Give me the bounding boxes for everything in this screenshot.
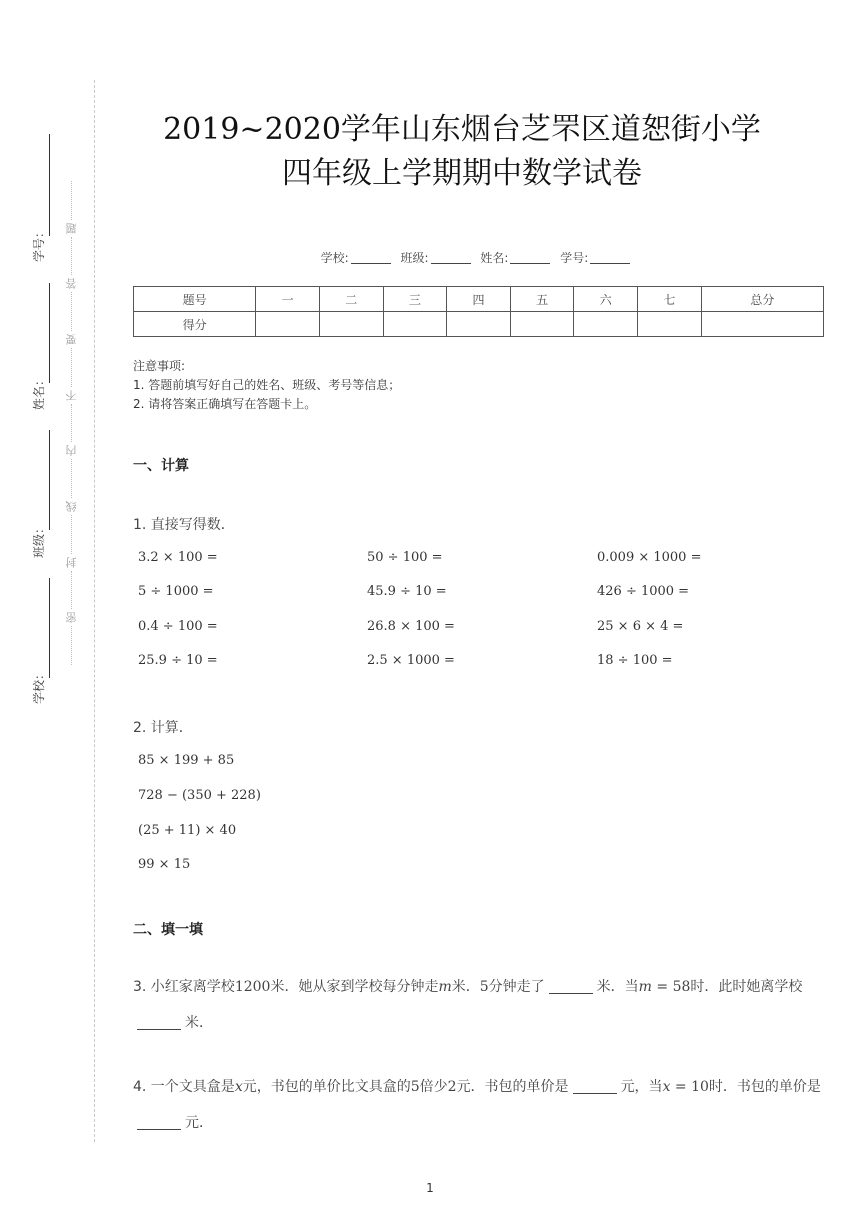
q3-text: 3. 小红家离学校 bbox=[133, 979, 235, 995]
q3-text: 米．她从家到学校每分钟走 bbox=[270, 979, 439, 995]
score-cell[interactable] bbox=[383, 312, 447, 337]
binding-line-class bbox=[49, 430, 50, 530]
seal-char: 答 bbox=[64, 278, 78, 290]
q1-item: 26.8 × 100 = bbox=[367, 619, 455, 634]
q1-item: 2.5 × 1000 = bbox=[367, 653, 455, 668]
score-table-header-row bbox=[134, 287, 824, 312]
q3-variable: m bbox=[638, 979, 652, 995]
notice-block bbox=[133, 357, 400, 414]
q3-text: 米． bbox=[185, 1015, 213, 1031]
q3-variable: m bbox=[438, 979, 452, 995]
q2-item: 728 − (350 + 228) bbox=[138, 788, 261, 803]
q3-text: 分钟走了 bbox=[488, 979, 545, 995]
q1-item: 0.009 × 1000 = bbox=[597, 550, 702, 565]
q4-text: 元． bbox=[185, 1115, 213, 1131]
seal-char: 密 bbox=[64, 612, 78, 624]
question-1-title: 1. 直接写得数． bbox=[133, 517, 235, 533]
seal-char: 不 bbox=[64, 389, 78, 401]
seal-char: 要 bbox=[64, 334, 78, 346]
q4-text: 时．书包的单价是 bbox=[708, 1079, 821, 1095]
score-header-cell: 七 bbox=[638, 287, 702, 312]
student-info-row bbox=[133, 249, 824, 266]
score-cell[interactable] bbox=[256, 312, 320, 337]
question-2-title: 2. 计算． bbox=[133, 720, 193, 736]
seal-char: 内 bbox=[64, 445, 78, 457]
q3-text: 时．此时她离学校 bbox=[690, 979, 803, 995]
seal-char: 封 bbox=[64, 556, 78, 568]
q4-math: 5 bbox=[410, 1079, 420, 1095]
q4-text: 4. 一个文具盒是 bbox=[133, 1079, 235, 1095]
seal-dots bbox=[71, 181, 72, 220]
seal-char: 线 bbox=[64, 501, 78, 513]
score-header-cell: 四 bbox=[447, 287, 511, 312]
page-title-line1: 2019~2020学年山东烟台芝罘区道恕街小学 bbox=[163, 112, 761, 147]
binding-label-name: 姓名： bbox=[32, 373, 46, 410]
q3-math: 5 bbox=[479, 979, 489, 995]
q2-item: 85 × 199 + 85 bbox=[138, 753, 235, 768]
score-header-cell: 一 bbox=[256, 287, 320, 312]
q4-answer-blank-1[interactable] bbox=[573, 1093, 617, 1094]
q1-item: 25 × 6 × 4 = bbox=[597, 619, 684, 634]
score-header-cell: 题号 bbox=[134, 287, 256, 312]
q4-variable: x bbox=[234, 1079, 243, 1095]
score-cell[interactable] bbox=[319, 312, 383, 337]
score-cell[interactable] bbox=[574, 312, 638, 337]
q4-text: 倍少 bbox=[419, 1079, 448, 1095]
q4-text: 元，书包的单价比文具盒的 bbox=[242, 1079, 411, 1095]
seal-dots bbox=[71, 571, 72, 610]
info-school-label: 学校: bbox=[320, 251, 349, 265]
q4-math: 2 bbox=[447, 1079, 457, 1095]
notice-item: 2. 请将答案正确填写在答题卡上。 bbox=[133, 397, 317, 411]
q1-item: 5 ÷ 1000 = bbox=[138, 584, 214, 599]
score-cell[interactable] bbox=[701, 312, 823, 337]
seal-dots bbox=[71, 626, 72, 665]
score-row-label: 得分 bbox=[134, 312, 256, 337]
notice-item: 1. 答题前填写好自己的姓名、班级、考号等信息； bbox=[133, 378, 401, 392]
q2-item: (25 + 11) × 40 bbox=[138, 823, 237, 838]
binding-line-school bbox=[49, 578, 50, 678]
info-name-label: 姓名: bbox=[480, 251, 509, 265]
q4-variable: x bbox=[662, 1079, 671, 1095]
seal-dots bbox=[71, 515, 72, 554]
section-title-calc: 一、计算 bbox=[133, 458, 189, 474]
info-class-label: 班级: bbox=[400, 251, 429, 265]
q4-text: 元，当 bbox=[620, 1079, 663, 1095]
section-title-fill: 二、填一填 bbox=[133, 922, 203, 938]
q4-math: = 10 bbox=[670, 1079, 709, 1095]
question-4 bbox=[133, 1069, 823, 1141]
q4-answer-blank-2[interactable] bbox=[137, 1129, 181, 1130]
score-table-score-row bbox=[134, 312, 824, 337]
q1-item: 45.9 ÷ 10 = bbox=[367, 584, 447, 599]
q1-item: 3.2 × 100 = bbox=[138, 550, 218, 565]
info-number-blank[interactable] bbox=[590, 263, 630, 264]
q3-answer-blank-2[interactable] bbox=[137, 1029, 181, 1030]
seal-line-column bbox=[63, 178, 79, 668]
q1-item: 18 ÷ 100 = bbox=[597, 653, 673, 668]
page-title-line2: 四年级上学期期中数学试卷 bbox=[282, 156, 642, 191]
binding-line-student-number bbox=[49, 134, 50, 236]
info-class-blank[interactable] bbox=[431, 263, 471, 264]
q3-answer-blank-1[interactable] bbox=[549, 993, 593, 994]
score-header-cell: 总分 bbox=[701, 287, 823, 312]
seal-dots bbox=[71, 459, 72, 498]
binding-label-class: 班级： bbox=[32, 521, 46, 558]
info-name-blank[interactable] bbox=[510, 263, 550, 264]
q1-item: 0.4 ÷ 100 = bbox=[138, 619, 218, 634]
score-header-cell: 五 bbox=[510, 287, 574, 312]
score-header-cell: 二 bbox=[319, 287, 383, 312]
q1-item: 426 ÷ 1000 = bbox=[597, 584, 690, 599]
q1-item: 25.9 ÷ 10 = bbox=[138, 653, 218, 668]
q4-text: 元．书包的单价是 bbox=[456, 1079, 569, 1095]
info-number-label: 学号: bbox=[560, 251, 589, 265]
q3-text: 米．当 bbox=[596, 979, 639, 995]
page-number: 1 bbox=[426, 1181, 434, 1195]
q3-math: = 58 bbox=[651, 979, 691, 995]
score-header-cell: 三 bbox=[383, 287, 447, 312]
seal-dots bbox=[71, 348, 72, 387]
question-3 bbox=[133, 969, 823, 1041]
binding-line-name bbox=[49, 283, 50, 383]
score-header-cell: 六 bbox=[574, 287, 638, 312]
info-school-blank[interactable] bbox=[351, 263, 391, 264]
seal-dots bbox=[71, 292, 72, 331]
score-table bbox=[133, 286, 824, 337]
seal-char: 题 bbox=[64, 222, 78, 234]
binding-dashed-line bbox=[94, 80, 95, 1142]
seal-dots bbox=[71, 237, 72, 276]
seal-dots bbox=[71, 404, 72, 443]
score-cell[interactable] bbox=[638, 312, 702, 337]
score-cell[interactable] bbox=[447, 312, 511, 337]
q3-math: 1200 bbox=[234, 979, 271, 995]
notice-title: 注意事项: bbox=[133, 359, 186, 373]
binding-label-student-number: 学号： bbox=[32, 225, 46, 262]
q3-text: 米． bbox=[451, 979, 480, 995]
q1-item: 50 ÷ 100 = bbox=[367, 550, 443, 565]
q2-item: 99 × 15 bbox=[138, 857, 191, 872]
binding-label-school: 学校： bbox=[32, 667, 46, 704]
score-cell[interactable] bbox=[510, 312, 574, 337]
